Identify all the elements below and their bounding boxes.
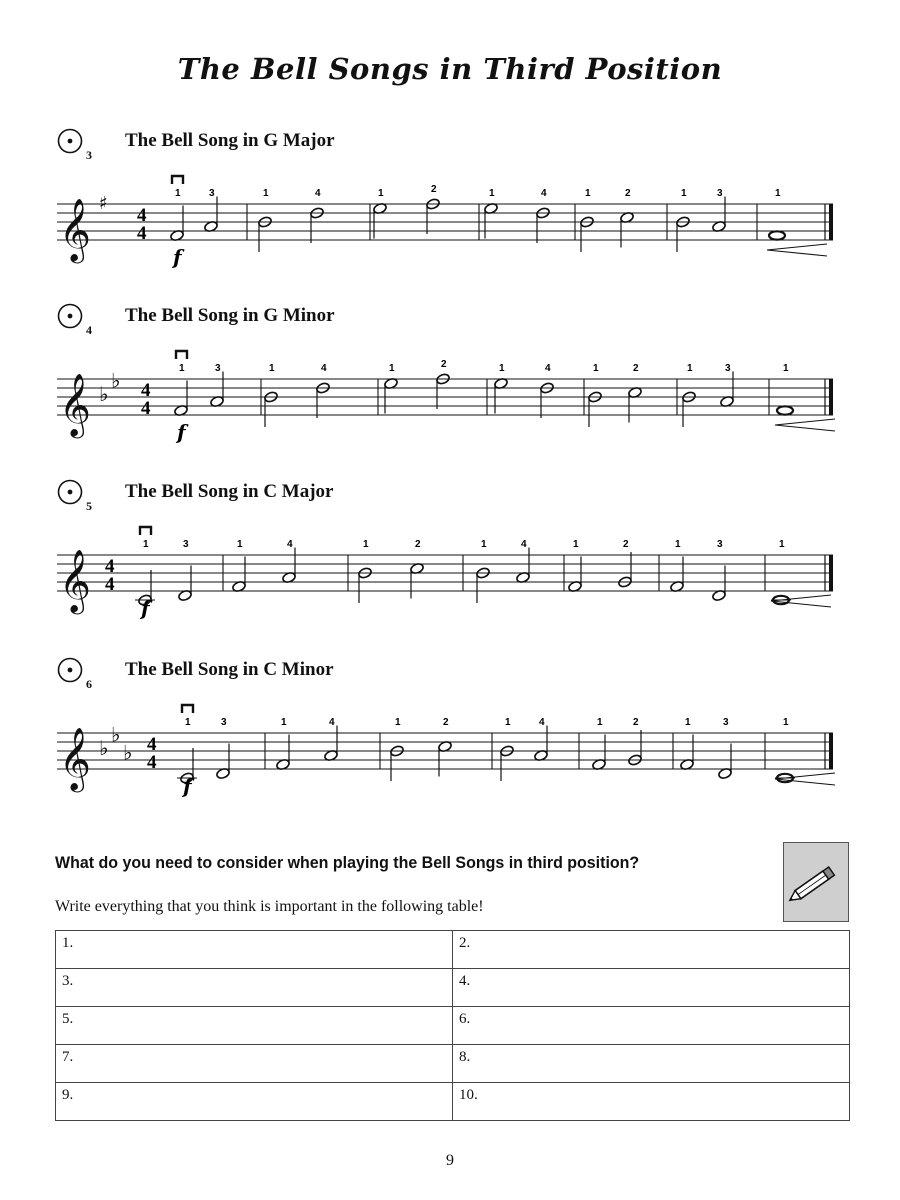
fingering-number: 1 <box>395 717 401 728</box>
table-row <box>56 1007 850 1045</box>
treble-clef-icon: 𝄞 <box>59 727 91 790</box>
song-title: The Bell Song in G Minor <box>125 305 335 326</box>
pencil-icon <box>783 842 849 922</box>
fingering-number: 4 <box>287 539 293 550</box>
fingering-number: 1 <box>499 363 505 374</box>
flat-icon: ♭ <box>111 722 121 747</box>
music-staff <box>55 695 845 805</box>
fingering-number: 4 <box>315 188 321 199</box>
fingering-number: 4 <box>329 717 335 728</box>
time-signature-bottom: 4 <box>137 223 147 244</box>
cd-icon <box>57 479 83 505</box>
flat-icon: ♭ <box>111 368 121 393</box>
time-signature-top: 4 <box>137 205 147 226</box>
page-title: The Bell Songs in Third Position <box>177 52 723 86</box>
fingering-number: 1 <box>481 539 487 550</box>
fingering-number: 2 <box>633 363 639 374</box>
fingering-number: 3 <box>183 539 189 550</box>
fingering-number: 1 <box>378 188 384 199</box>
fingering-number: 1 <box>281 717 287 728</box>
fingering-number: 2 <box>625 188 631 199</box>
fingering-number: 4 <box>541 188 547 199</box>
song-title: The Bell Song in G Major <box>125 130 335 151</box>
music-staff <box>55 517 845 627</box>
dynamic-marking: f <box>177 420 186 444</box>
track-number: 6 <box>86 677 92 691</box>
whole-note <box>769 231 785 239</box>
track-number: 3 <box>86 148 92 162</box>
dynamic-marking: f <box>183 774 192 798</box>
whole-note <box>777 406 793 414</box>
answer-table <box>55 930 850 1121</box>
answer-cell[interactable]: 2. <box>453 931 850 969</box>
music-staff <box>55 166 845 276</box>
time-signature-bottom: 4 <box>147 752 157 773</box>
fingering-number: 2 <box>441 359 447 370</box>
fingering-number: 2 <box>623 539 629 550</box>
fingering-number: 3 <box>723 717 729 728</box>
track-number: 5 <box>86 499 92 513</box>
fingering-number: 3 <box>717 188 723 199</box>
fingering-number: 3 <box>215 363 221 374</box>
table-row <box>56 1045 850 1083</box>
treble-clef-icon: 𝄞 <box>59 373 91 436</box>
answer-cell[interactable]: 8. <box>453 1045 850 1083</box>
table-row <box>56 931 850 969</box>
fingering-number: 1 <box>783 717 789 728</box>
song-block <box>0 303 900 453</box>
answer-cell[interactable]: 9. <box>56 1083 453 1121</box>
fingering-number: 2 <box>415 539 421 550</box>
fingering-number: 3 <box>725 363 731 374</box>
fingering-number: 1 <box>783 363 789 374</box>
cd-icon <box>57 303 83 329</box>
final-barline <box>829 379 833 415</box>
answer-cell[interactable]: 4. <box>453 969 850 1007</box>
fingering-number: 3 <box>209 188 215 199</box>
final-barline <box>829 733 833 769</box>
time-signature-bottom: 4 <box>105 574 115 595</box>
fingering-number: 4 <box>545 363 551 374</box>
down-bow-icon <box>182 705 193 713</box>
fingering-number: 2 <box>443 717 449 728</box>
fingering-number: 1 <box>775 188 781 199</box>
fingering-number: 1 <box>585 188 591 199</box>
fingering-number: 1 <box>779 539 785 550</box>
song-block <box>0 479 900 629</box>
treble-clef-icon: 𝄞 <box>59 549 91 612</box>
fingering-number: 1 <box>175 188 181 199</box>
fingering-number: 1 <box>675 539 681 550</box>
fingering-number: 1 <box>143 539 149 550</box>
down-bow-icon <box>172 176 183 184</box>
answer-cell[interactable]: 6. <box>453 1007 850 1045</box>
answer-cell[interactable]: 1. <box>56 931 453 969</box>
fingering-number: 1 <box>573 539 579 550</box>
answer-cell[interactable]: 10. <box>453 1083 850 1121</box>
fingering-number: 1 <box>685 717 691 728</box>
answer-cell[interactable]: 5. <box>56 1007 453 1045</box>
fingering-number: 4 <box>321 363 327 374</box>
cd-icon <box>57 657 83 683</box>
song-title: The Bell Song in C Major <box>125 481 334 502</box>
sharp-icon: ♯ <box>99 193 108 214</box>
fingering-number: 1 <box>389 363 395 374</box>
fingering-number: 2 <box>633 717 639 728</box>
song-title: The Bell Song in C Minor <box>125 659 334 680</box>
fingering-number: 1 <box>489 188 495 199</box>
time-signature-top: 4 <box>141 380 151 401</box>
music-staff <box>55 341 845 451</box>
fingering-number: 1 <box>185 717 191 728</box>
fingering-number: 1 <box>505 717 511 728</box>
time-signature-bottom: 4 <box>141 398 151 419</box>
down-bow-icon <box>140 527 151 535</box>
page-number: 9 <box>446 1152 454 1169</box>
answer-cell[interactable]: 7. <box>56 1045 453 1083</box>
flat-icon: ♭ <box>123 740 133 765</box>
down-bow-icon <box>176 351 187 359</box>
song-block <box>0 128 900 278</box>
dynamic-marking: f <box>141 596 150 620</box>
time-signature-top: 4 <box>147 734 157 755</box>
treble-clef-icon: 𝄞 <box>59 198 91 261</box>
fingering-number: 1 <box>681 188 687 199</box>
fingering-number: 1 <box>263 188 269 199</box>
fingering-number: 1 <box>179 363 185 374</box>
fingering-number: 1 <box>363 539 369 550</box>
fingering-number: 1 <box>597 717 603 728</box>
fingering-number: 1 <box>687 363 693 374</box>
track-number: 4 <box>86 323 92 337</box>
fingering-number: 3 <box>221 717 227 728</box>
fingering-number: 4 <box>521 539 527 550</box>
final-barline <box>829 555 833 591</box>
table-row <box>56 1083 850 1121</box>
fingering-number: 2 <box>431 184 437 195</box>
fingering-number: 3 <box>717 539 723 550</box>
flat-icon: ♭ <box>99 382 109 406</box>
final-barline <box>829 204 833 240</box>
flat-icon: ♭ <box>99 736 109 760</box>
time-signature-top: 4 <box>105 556 115 577</box>
diminuendo-hairpin <box>767 244 827 256</box>
answer-cell[interactable]: 3. <box>56 969 453 1007</box>
question-heading: What do you need to consider when playing the Bell Songs in third position? <box>55 853 640 872</box>
fingering-number: 1 <box>237 539 243 550</box>
fingering-number: 4 <box>539 717 545 728</box>
instruction-text: Write everything that you think is important in the following table! <box>55 898 484 915</box>
cd-icon <box>57 128 83 154</box>
fingering-number: 1 <box>593 363 599 374</box>
fingering-number: 1 <box>269 363 275 374</box>
dynamic-marking: f <box>173 245 182 269</box>
diminuendo-hairpin <box>775 419 835 431</box>
table-row <box>56 969 850 1007</box>
song-block <box>0 657 900 807</box>
